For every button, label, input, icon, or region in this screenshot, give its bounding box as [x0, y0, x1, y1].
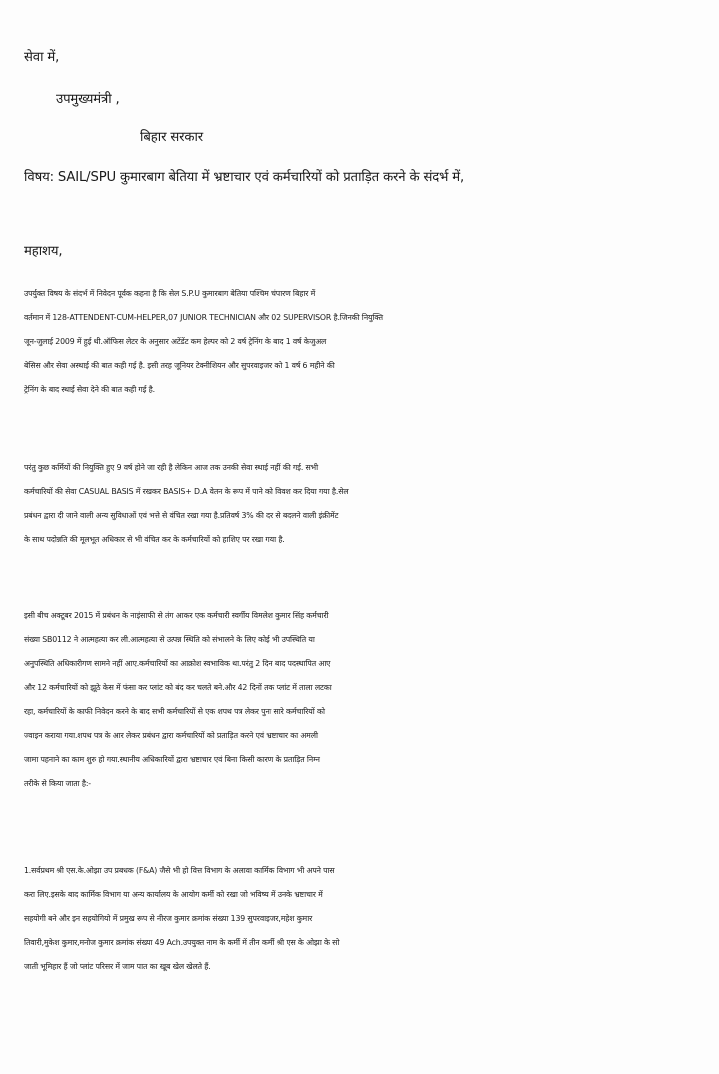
recipient-title: उपमुख्यमंत्री , — [56, 92, 120, 107]
paragraph-4 — [24, 859, 710, 979]
paragraph-line: परंतु कुछ कर्मियों की नियुक्ति हुए 9 वर्ष होने जा रही है लेकिन आज तक उनकी सेवा स्थाई नहीं की गई. सभी — [24, 463, 318, 472]
paragraph-line: और 12 कर्मचारियों को झूठे केस में फंसा कर प्लांट को बंद कर चलते बने.और 42 दिनों तक प्लांट में ताला लटका — [24, 683, 332, 692]
paragraph-2 — [24, 456, 710, 552]
paragraph-line: उपर्युक्त विषय के संदर्भ में निवेदन पूर्वक कहना है कि सेल S.P.U कुमारबाग बेतिया पश्चिम चंपारण बिहार में — [24, 289, 316, 298]
paragraph-line: प्रबंधन द्वारा दी जाने वाली अन्य सुविधाओं एवं भत्ते से वंचित रखा गया है.प्रतिवर्ष 3% की दर से बदलने वाली इंक्रीमेंट — [24, 511, 339, 520]
paragraph-line: तिवारी,मुकेश कुमार,मनोज कुमार क्रमांक संख्या 49 Ach.उपयुक्त नाम के कर्मी में तीन कर्मी श्री एस के ओझा के सो — [24, 938, 340, 947]
paragraph-line: तरीके से किया जाता है:- — [24, 779, 91, 788]
paragraph-line: ज्वाइन कराया गया.शपथ पत्र के आर लेकर प्रबंधन द्वारा कर्मचारियों को प्रताड़ित करने एवं भ्रष्टाचार का अमली — [24, 731, 318, 740]
paragraph-line: संख्या SB0112 ने आत्महत्या कर ली.आत्महत्या से उत्पन्न स्थिति को संभालने के लिए कोई भी उपस्थिति या — [24, 635, 315, 644]
paragraph-1 — [24, 282, 710, 402]
subject-line: विषय: SAIL/SPU कुमारबाग बेतिया में भ्रष्टाचार एवं कर्मचारियों को प्रताड़ित करने के संदर्भ में, — [24, 170, 465, 185]
paragraph-line: रहा, कर्मचारियों के काफी निवेदन करने के बाद सभी कर्मचारियों से एक शपथ पत्र लेकर पुनः सारे कर्मचारियों को — [24, 707, 325, 716]
paragraph-line: ट्रेनिंग के बाद स्थाई सेवा देने की बात कही गई है. — [24, 385, 155, 394]
paragraph-line: के साथ पदोन्नति की मूलभूत अधिकार से भी वंचित कर के कर्मचारियों को हाशिए पर रखा गया है. — [24, 535, 285, 544]
greeting: महाशय, — [24, 244, 63, 259]
paragraph-line: कर्मचारियों की सेवा CASUAL BASIS में रखकर BASIS+ D.A वेतन के रूप में पाने को विवश कर दिया गया है.सेल — [24, 487, 349, 496]
paragraph-line: इसी बीच अक्टूबर 2015 में प्रबंधन के नाइंसाफी से तंग आकर एक कर्मचारी स्वर्गीय विमलेश कुमार सिंह कर्मचारी — [24, 611, 329, 620]
paragraph-line: 1.सर्वप्रथम श्री एस.के.ओझा उप प्रबधक (F&A) जैसे भी हो वित्त विभाग के अलावा कार्मिक विभाग भी अपने पास — [24, 866, 335, 875]
paragraph-3 — [24, 604, 710, 796]
paragraph-line: जून-जुलाई 2009 में हुई थी.ऑफिस लेटर के अनुसार अटेंडेंट कम हेल्पर को 2 वर्ष ट्रेनिंग के बाद 1 वर्ष केजुअल — [24, 337, 327, 346]
paragraph-line: अनुपस्थिति अधिकारीगण सामने नहीं आए.कर्मचारियों का आक्रोश स्वभाविक था.परंतु 2 दिन बाद पदस्थापित आए — [24, 659, 331, 668]
salutation-to: सेवा में, — [24, 50, 60, 65]
paragraph-line: वर्तमान में 128-ATTENDENT-CUM-HELPER,07 JUNIOR TECHNICIAN और 02 SUPERVISOR है.जिनकी नियुक्ति — [24, 313, 383, 322]
paragraph-line: जाती भूमिहार हैं जो प्लांट परिसर में जाम पात का खूब खेल खेलते हैं. — [24, 962, 211, 971]
paragraph-line: करा लिए.इसके बाद कार्मिक विभाग या अन्य कार्यालय के आयोग कर्मी को रखा जो भविष्य में उनके भ्रष्टाचार में — [24, 890, 323, 899]
paragraph-line: बेसिस और सेवा अस्थाई की बात कही गई है. इसी तरह जूनियर टेक्नीशियन और सुपरवाइजर को 1 वर्ष 6 महीने की — [24, 361, 335, 370]
recipient-org: बिहार सरकार — [140, 130, 203, 145]
paragraph-line: जामा पहनाने का काम शुरु हो गया.स्थानीय अधिकारियों द्वारा भ्रष्टाचार एवं बिना किसी कारण के प्रताड़ित निम्न — [24, 755, 320, 764]
paragraph-line: सहयोगी बने और इन सहयोगियो में प्रमुख रूप से नीरज कुमार क्रमांक संख्या 139 सुपरवाइजर,महेश कुमार — [24, 914, 313, 923]
